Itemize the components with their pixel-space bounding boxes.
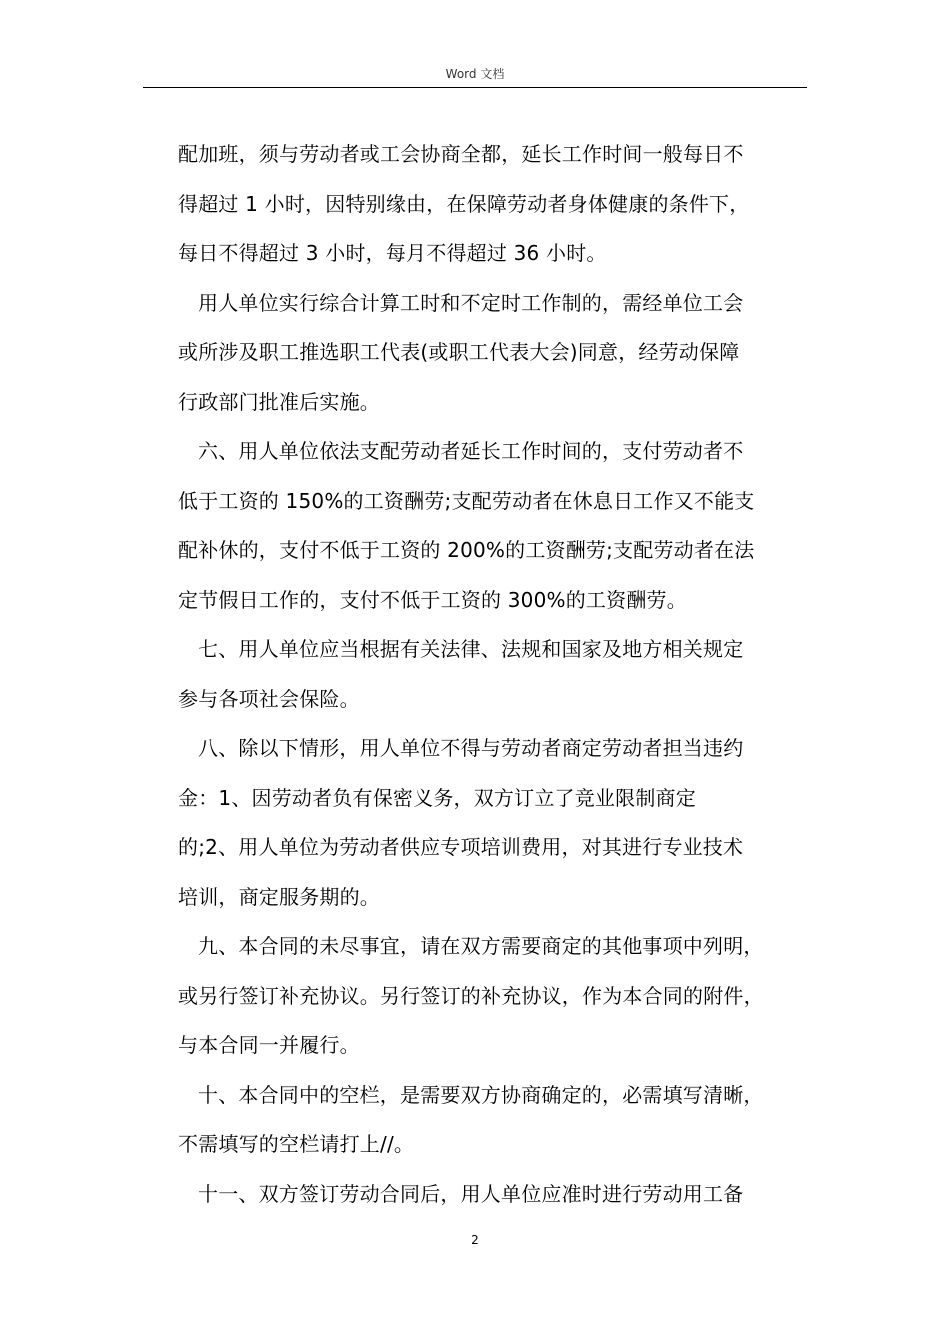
paragraph — [178, 1071, 808, 1170]
text-line: 或另行签订补充协议。另行签订的补充协议，作为本合同的附件， — [178, 983, 764, 1008]
paragraph — [178, 1170, 808, 1220]
header-divider — [143, 87, 807, 88]
paragraph — [178, 279, 808, 428]
text-line: 九、本合同的未尽事宜，请在双方需要商定的其他事项中列明， — [198, 934, 764, 958]
text-line: 八、除以下情形，用人单位不得与劳动者商定劳动者担当违约 — [198, 736, 744, 760]
text-line: 每日不得超过 3 小时，每月不得超过 36 小时。 — [178, 241, 607, 265]
paragraph — [178, 625, 808, 724]
paragraph — [178, 130, 808, 279]
text-line: 不需填写的空栏请打上//。 — [178, 1132, 415, 1156]
page-number: 2 — [471, 1233, 479, 1247]
text-line: 十、本合同中的空栏，是需要双方协商确定的，必需填写清晰， — [198, 1082, 764, 1107]
paragraph — [178, 922, 808, 1071]
paragraph — [178, 724, 808, 922]
text-line: 配补休的，支付不低于工资的 200%的工资酬劳;支配劳动者在法 — [178, 538, 755, 562]
text-line: 用人单位实行综合计算工时和不定时工作制的，需经单位工会 — [198, 290, 744, 315]
text-line: 培训，商定服务期的。 — [178, 884, 380, 909]
document-body — [178, 130, 808, 1219]
text-line: 定节假日工作的，支付不低于工资的 300%的工资酬劳。 — [178, 587, 687, 612]
text-line: 低于工资的 150%的工资酬劳;支配劳动者在休息日工作又不能支 — [178, 488, 755, 513]
text-line: 参与各项社会保险。 — [178, 686, 360, 711]
text-line: 六、用人单位依法支配劳动者延长工作时间的，支付劳动者不 — [198, 439, 744, 463]
text-line: 七、用人单位应当根据有关法律、法规和国家及地方相关规定 — [198, 637, 744, 661]
text-line: 行政部门批准后实施。 — [178, 389, 380, 414]
text-line: 十一、双方签订劳动合同后，用人单位应准时进行劳动用工备 — [198, 1181, 744, 1206]
text-line: 的;2、用人单位为劳动者供应专项培训费用，对其进行专业技术 — [178, 835, 744, 859]
text-line: 与本合同一并履行。 — [178, 1033, 360, 1057]
text-line: 金：1、因劳动者负有保密义务，双方订立了竞业限制商定 — [178, 785, 696, 810]
paragraph — [178, 427, 808, 625]
page-header: Word 文档 — [445, 67, 505, 81]
text-line: 配加班，须与劳动者或工会协商全都，延长工作时间一般每日不 — [178, 142, 744, 166]
text-line: 得超过 1 小时，因特别缘由，在保障劳动者身体健康的条件下， — [178, 191, 750, 216]
text-line: 或所涉及职工推选职工代表(或职工代表大会)同意，经劳动保障 — [178, 340, 740, 364]
